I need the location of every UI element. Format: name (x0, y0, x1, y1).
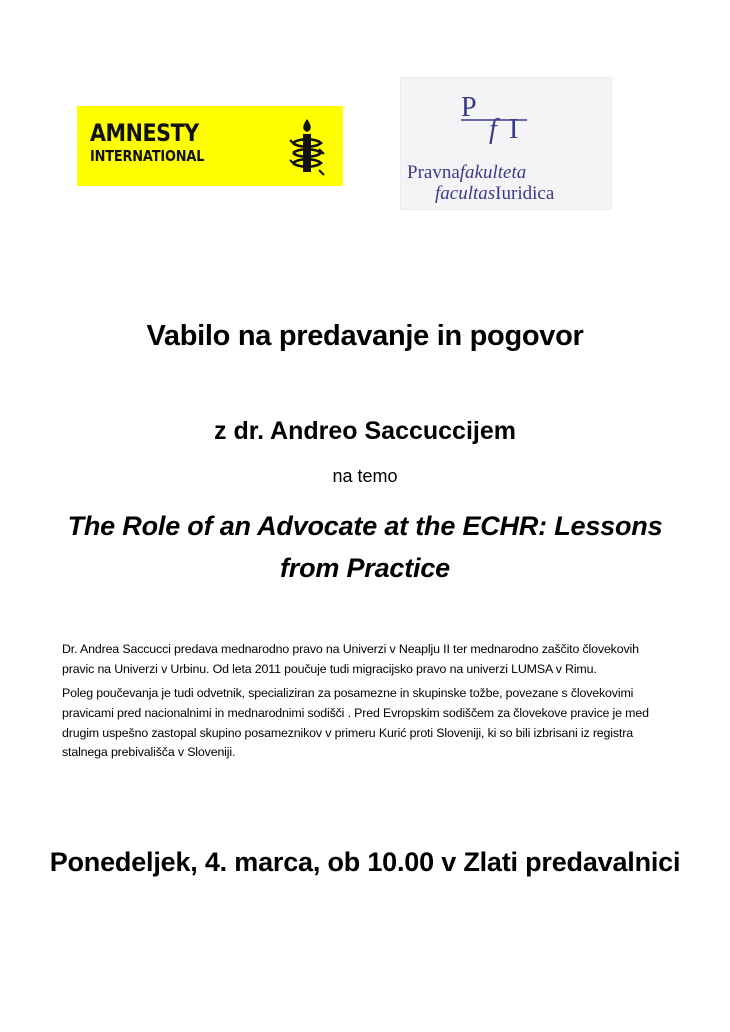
faculty-name-part4: Iuridica (495, 183, 555, 205)
svg-text:f: f (489, 114, 497, 145)
faculty-name-part2: fakulteta (459, 162, 527, 183)
bio-paragraph-1: Dr. Andrea Saccucci predava mednarodno pravo na Univerzi v Neaplju II ter mednarodno zaščito človekovih pravic na Univerzi v Urbinu. Od leta 2011 poučuje tudi migracijsko pravo na univerzi LUMSA v Rimu. (62, 642, 639, 676)
faculty-name-part1: Pravna (407, 162, 460, 183)
lecture-title: The Role of an Advocate at the ECHR: Lessons from Practice (67, 511, 663, 583)
amnesty-logo-line1: AMNESTY (90, 119, 199, 147)
invitation-title: Vabilo na predavanje in pogovor (146, 320, 584, 352)
faculty-name-part3: facultas (435, 183, 496, 205)
faculty-name (407, 162, 554, 205)
svg-text:I: I (509, 114, 519, 145)
amnesty-international-logo (77, 106, 343, 186)
event-datetime-location: Ponedeljek, 4. marca, ob 10.00 v Zlati predavalnici (49, 847, 681, 877)
speaker-name: z dr. Andreo Saccuccijem (214, 417, 516, 445)
pravna-fakulteta-logo (400, 77, 612, 210)
candle-in-barbed-wire-icon (287, 117, 327, 177)
amnesty-logo-text (90, 121, 223, 164)
svg-text:P: P (461, 92, 477, 123)
topic-intro: na temo (332, 466, 398, 486)
pfi-monogram-icon (459, 86, 529, 148)
bio-paragraph-2: Poleg poučevanja je tudi odvetnik, specializiran za posamezne in skupinske tožbe, povezane s človekovimi pravicami pred nacionalnimi in mednarodnimi sodišči . Pred Evropskim sodiščem za človekove pravice je med drugim uspešno zastopal skupino posameznikov v primeru Kurić proti Sloveniji, ki so bili izbrisani iz registra stalnega prebivališča v Sloveniji. (62, 686, 649, 760)
amnesty-logo-line2: INTERNATIONAL (90, 147, 205, 165)
